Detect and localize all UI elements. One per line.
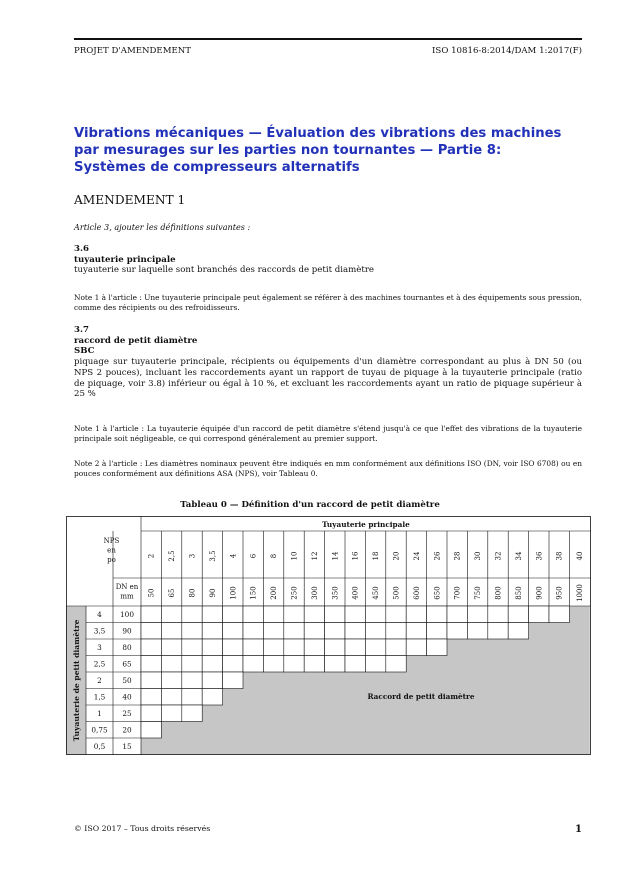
dn-col-label: 750 — [474, 586, 483, 600]
dn-label: DN en — [115, 583, 139, 591]
nps-col-label: 18 — [372, 551, 381, 561]
dn-col-label: 100 — [229, 586, 238, 600]
grid-cell — [345, 623, 365, 640]
def-term: tuyauterie principale — [74, 254, 176, 265]
grid-cell — [325, 606, 345, 623]
row-dn-label: 50 — [122, 675, 132, 685]
page-number: 1 — [575, 824, 582, 835]
grid-cell — [223, 606, 243, 623]
dn-col-label: 1000 — [576, 584, 585, 602]
row-nps-label: 3 — [97, 642, 102, 652]
nps-col-label: 12 — [310, 551, 319, 561]
grid-cell — [284, 639, 304, 656]
dn-col-label: 50 — [147, 588, 156, 598]
def-abbr: SBC — [74, 346, 95, 357]
nps-col-label: 28 — [453, 551, 462, 561]
dn-col-label: 500 — [392, 586, 401, 600]
dn-col-label: 200 — [270, 586, 279, 600]
nps-col-label: 26 — [433, 551, 442, 561]
row-nps-label: 0,75 — [91, 725, 108, 735]
page-header — [74, 38, 582, 56]
grid-cell — [345, 639, 365, 656]
def-number: 3.6 — [74, 244, 89, 254]
grid-cell — [182, 639, 202, 656]
grid-cell — [467, 623, 487, 640]
dn-col-label: 400 — [351, 586, 360, 600]
nps-col-label: 8 — [270, 553, 279, 559]
row-nps-label: 0,5 — [93, 741, 106, 751]
row-dn-label: 40 — [122, 692, 132, 702]
document-title: Vibrations mécaniques — Évaluation des vibrations des machines par mesurages sur les parties non tournantes — Partie 8: Systèmes de compresseurs alternatifs — [74, 126, 562, 175]
amendment-heading: AMENDEMENT 1 — [74, 193, 186, 207]
grid-cell — [223, 672, 243, 689]
grid-cell — [345, 656, 365, 673]
def36-note1: Note 1 à l'article : Une tuyauterie principale peut également se référer à des machines tournantes et à des équipements sous pression, comme des récipients ou des refroidisseurs. — [74, 293, 582, 312]
row-dn-label: 90 — [122, 626, 132, 636]
grid-cell — [202, 639, 222, 656]
row-nps-label: 4 — [97, 609, 102, 619]
grid-cell — [406, 623, 426, 640]
dn-col-label: 80 — [188, 588, 197, 598]
nps-label: NPS — [103, 537, 120, 545]
grid-cell — [141, 639, 161, 656]
dn-col-label: 600 — [412, 586, 421, 600]
grid-cell — [161, 623, 181, 640]
dn-col-label: 250 — [290, 586, 299, 600]
grid-cell — [141, 656, 161, 673]
grid-cell — [161, 606, 181, 623]
dn-col-label: 700 — [453, 586, 462, 600]
table-caption: Tableau 0 — Définition d'un raccord de petit diamètre — [180, 500, 440, 510]
grid-cell — [202, 623, 222, 640]
dn-col-label: 800 — [494, 586, 503, 600]
grid-cell — [182, 689, 202, 706]
grid-cell — [243, 656, 263, 673]
grid-cell — [304, 656, 324, 673]
grid-cell — [549, 606, 569, 623]
row-dn-label: 80 — [122, 642, 132, 652]
def-term: raccord de petit diamètre — [74, 335, 198, 346]
grid-cell — [263, 623, 283, 640]
nps-col-label: 20 — [392, 551, 401, 561]
grid-cell — [529, 606, 549, 623]
grid-cell — [488, 623, 508, 640]
grid-cell — [427, 623, 447, 640]
grid-cell — [447, 606, 467, 623]
instruction-text: Article 3, ajouter les définitions suivantes : — [74, 222, 251, 232]
row-dn-label: 15 — [122, 741, 132, 751]
nps-col-label: 34 — [514, 551, 523, 561]
nps-col-label: 24 — [412, 551, 421, 561]
dn-col-label: 65 — [168, 588, 177, 598]
nps-col-label: 14 — [331, 551, 340, 561]
def37-note2: Note 2 à l'article : Les diamètres nominaux peuvent être indiqués en mm conformément aux définitions ISO (DN, voir ISO 6708) ou en pouces conformément aux définitions ASA (NPS), voir Tableau 0. — [74, 459, 582, 478]
nps-col-label: 32 — [494, 551, 503, 561]
grid-cell — [202, 689, 222, 706]
grid-cell — [202, 672, 222, 689]
nps-label: en — [107, 546, 116, 555]
grid-cell — [508, 623, 528, 640]
nps-col-label: 10 — [290, 551, 299, 561]
grid-cell — [223, 656, 243, 673]
grid-cell — [325, 656, 345, 673]
grid-cell — [202, 606, 222, 623]
row-dn-label: 25 — [122, 708, 132, 718]
footer-copyright: © ISO 2017 – Tous droits réservés — [74, 824, 211, 833]
grid-cell — [182, 672, 202, 689]
dn-col-label: 300 — [310, 586, 319, 600]
nps-col-label: 4 — [229, 553, 238, 559]
grid-cell — [508, 606, 528, 623]
grid-cell — [182, 623, 202, 640]
grid-cell — [365, 639, 385, 656]
grid-cell — [243, 606, 263, 623]
nps-col-label: 3 — [188, 553, 197, 559]
header-right: ISO 10816-8:2014/DAM 1:2017(F) — [432, 46, 582, 56]
grid-cell — [141, 705, 161, 722]
grid-cell — [243, 639, 263, 656]
grid-cell — [161, 672, 181, 689]
grid-cell — [488, 606, 508, 623]
grid-cell — [365, 623, 385, 640]
main-header-label: Tuyauterie principale — [322, 520, 410, 529]
grid-cell — [263, 606, 283, 623]
row-nps-label: 2,5 — [93, 659, 106, 669]
dn-col-label: 150 — [249, 586, 258, 600]
grid-cell — [223, 623, 243, 640]
nps-col-label: 2 — [147, 553, 156, 559]
row-dn-label: 65 — [122, 659, 132, 669]
grid-cell — [325, 623, 345, 640]
definition-3-6 — [74, 244, 582, 276]
grid-cell — [325, 639, 345, 656]
grid-cell — [365, 656, 385, 673]
grid-cell — [447, 623, 467, 640]
dn-col-label: 450 — [372, 586, 381, 600]
grid-cell — [467, 606, 487, 623]
def37-note1: Note 1 à l'article : La tuyauterie équipée d'un raccord de petit diamètre s'étend jusqu'à ce que l'effet des vibrations de la tuyauterie principale soit négligeable, ce qui correspond généralement au premier support. — [74, 424, 582, 443]
nps-col-label: 36 — [535, 551, 544, 561]
dn-col-label: 950 — [555, 586, 564, 600]
grid-cell — [263, 639, 283, 656]
def-text: piquage sur tuyauterie principale, récipients ou équipements d'un diamètre correspondant au plus à DN 50 (ou NPS 2 pouces), incluant les raccordements ayant un rapport de tuyau de piquage à la tuyauterie principale (ratio de piquage, voir 3.8) inférieur ou égal à 10 %, et excluant les raccordements ayant un ratio de piquage supérieur à 25 % — [74, 357, 582, 400]
nps-col-label: 16 — [351, 551, 360, 561]
header-left: PROJET D'AMENDEMENT — [74, 46, 192, 56]
grid-cell — [182, 705, 202, 722]
grid-cell — [304, 623, 324, 640]
def-text: tuyauterie sur laquelle sont branchés des raccords de petit diamètre — [74, 265, 375, 276]
grid-cell — [161, 689, 181, 706]
grid-cell — [161, 639, 181, 656]
row-nps-label: 1,5 — [93, 692, 106, 702]
grid-cell — [202, 656, 222, 673]
grid-cell — [182, 606, 202, 623]
nps-label: po — [107, 556, 116, 564]
grid-cell — [141, 689, 161, 706]
grid-cell — [243, 623, 263, 640]
dn-col-label: 650 — [433, 586, 442, 600]
grid-cell — [386, 656, 406, 673]
row-nps-label: 1 — [97, 708, 102, 718]
grid-cell — [345, 606, 365, 623]
row-dn-label: 20 — [122, 725, 132, 735]
grid-cell — [141, 623, 161, 640]
row-dn-label: 100 — [120, 609, 134, 619]
nps-col-label: 30 — [474, 551, 483, 561]
grid-cell — [263, 656, 283, 673]
grid-cell — [161, 656, 181, 673]
grid-cell — [223, 639, 243, 656]
row-nps-label: 3,5 — [93, 626, 106, 636]
dn-col-label: 350 — [331, 586, 340, 600]
grid-cell — [182, 656, 202, 673]
definition-3-7 — [74, 325, 582, 400]
dn-col-label: 90 — [208, 588, 217, 598]
sbc-table — [66, 516, 591, 755]
grid-cell — [141, 606, 161, 623]
nps-col-label: 2,5 — [168, 550, 177, 562]
grid-cell — [284, 606, 304, 623]
grid-cell — [386, 606, 406, 623]
region-label: Raccord de petit diamètre — [367, 692, 475, 701]
side-label: Tuyauterie de petit diamètre — [72, 619, 81, 742]
grid-cell — [284, 656, 304, 673]
grid-cell — [365, 606, 385, 623]
nps-col-label: 40 — [576, 551, 585, 561]
grid-cell — [284, 623, 304, 640]
grid-cell — [304, 606, 324, 623]
grid-cell — [406, 606, 426, 623]
grid-cell — [141, 672, 161, 689]
grid-cell — [406, 639, 426, 656]
dn-col-label: 900 — [535, 586, 544, 600]
nps-col-label: 6 — [249, 553, 258, 559]
dn-col-label: 850 — [514, 586, 523, 600]
grid-cell — [386, 639, 406, 656]
grid-cell — [141, 722, 161, 739]
grid-cell — [304, 639, 324, 656]
row-nps-label: 2 — [97, 675, 102, 685]
grid-cell — [386, 623, 406, 640]
def-number: 3.7 — [74, 325, 89, 335]
nps-col-label: 3,5 — [208, 550, 217, 562]
grid-cell — [427, 606, 447, 623]
grid-cell — [161, 705, 181, 722]
dn-label: mm — [120, 592, 134, 601]
nps-col-label: 38 — [555, 551, 564, 561]
page-footer — [74, 824, 582, 835]
grid-cell — [427, 639, 447, 656]
